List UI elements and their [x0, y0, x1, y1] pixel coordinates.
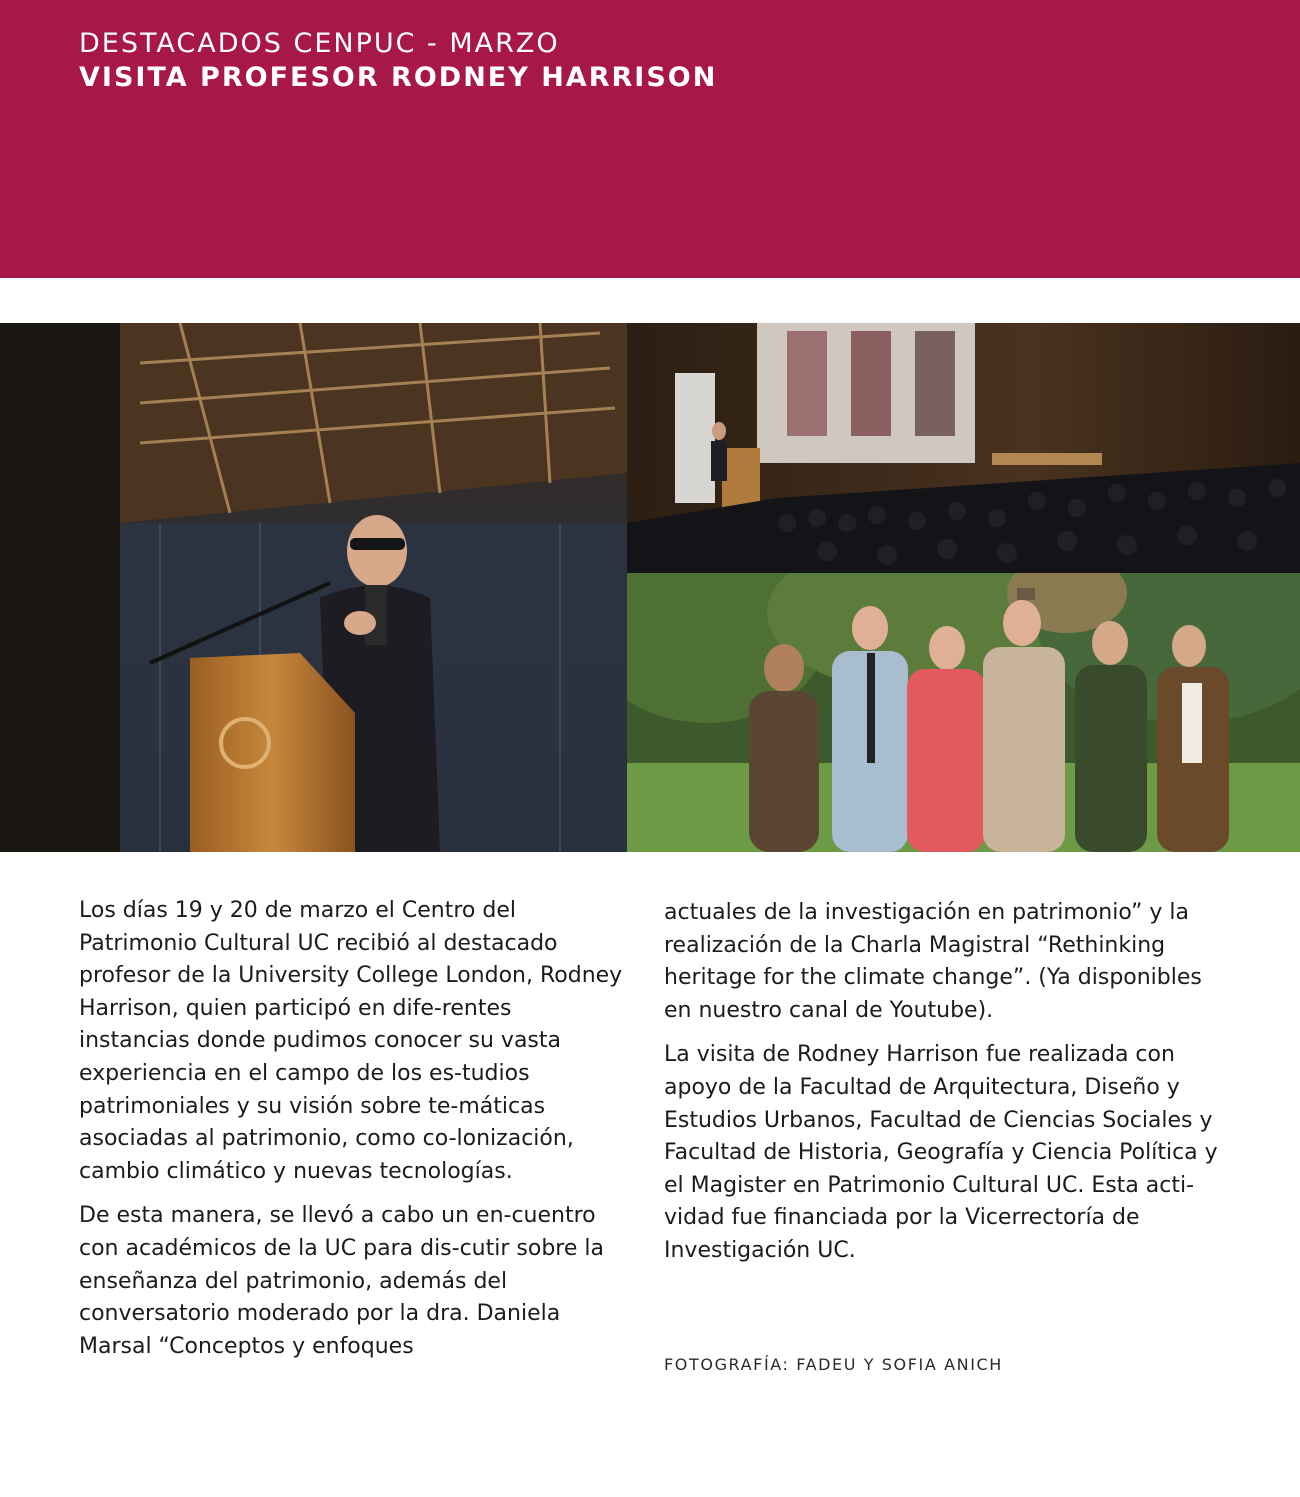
- photo-credit: FOTOGRAFÍA: FADEU Y SOFIA ANICH: [664, 1355, 1003, 1374]
- article-right-column: [664, 897, 1224, 1280]
- section-kicker: DESTACADOS CENPUC - MARZO: [79, 28, 560, 59]
- body-paragraph-3: actuales de la investigación en patrimonio” y la realización de la Charla Magistral “Rethinking heritage for the climate change”. (Ya disponibles en nuestro canal de Youtube).: [664, 900, 1202, 1023]
- article-left-column: [79, 895, 627, 1375]
- header-banner: [0, 0, 1300, 278]
- photo-speaker-at-podium: [0, 323, 627, 852]
- page-title: VISITA PROFESOR RODNEY HARRISON: [79, 62, 718, 93]
- photo-lecture-audience: [627, 323, 1300, 573]
- photo-group-garden: [627, 573, 1300, 852]
- body-paragraph-4: La visita de Rodney Harrison fue realizada con apoyo de la Facultad de Arquitectura, Diseño y Estudios Urbanos, Facultad de Ciencias Sociales y Facultad de Historia, Geografía y Ciencia Política y el Magister en Patrimonio Cultural UC. Esta acti-vidad fue financiada por la Vicerrectoría de Investigación UC.: [664, 1042, 1218, 1263]
- body-paragraph-2: De esta manera, se llevó a cabo un en-cuentro con académicos de la UC para dis-cutir sobre la enseñanza del patrimonio, además del conversatorio moderado por la dra. Daniela Marsal “Conceptos y enfoques: [79, 1203, 604, 1359]
- body-paragraph-1: Los días 19 y 20 de marzo el Centro del Patrimonio Cultural UC recibió al destacado profesor de la University College London, Rodney Harrison, quien participó en dife-rentes instancias donde pudimos conocer su vasta experiencia en el campo de los es-tudios patrimoniales y su visión sobre te-máticas asociadas al patrimonio, como co-lonización, cambio climático y nuevas tecnologías.: [79, 898, 623, 1184]
